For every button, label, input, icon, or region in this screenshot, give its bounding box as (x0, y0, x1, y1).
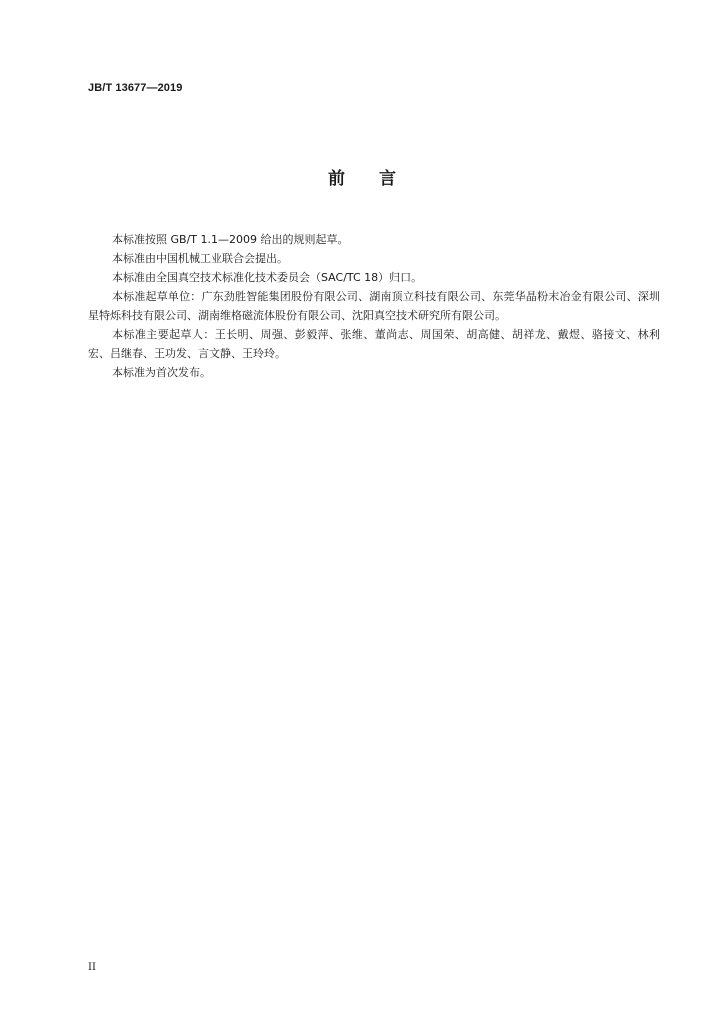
paragraph-drafting-rules: 本标准按照 GB/T 1.1—2009 给出的规则起草。 (112, 233, 349, 246)
foreword-title (0, 164, 724, 189)
page-number: II (88, 962, 96, 973)
foreword-title-left: 前 (328, 169, 345, 189)
paragraph-committee: 本标准由全国真空技术标准化技术委员会（SAC/TC 18）归口。 (112, 271, 423, 284)
paragraph-drafters: 本标准主要起草人：王长明、周强、彭毅萍、张维、董尚志、周国荣、胡高健、胡祥龙、戴煜、骆接文、林利宏、吕继春、王功发、言文静、王玲玲。 (88, 328, 660, 360)
paragraph-first-release: 本标准为首次发布。 (112, 366, 211, 379)
paragraph-drafting-units: 本标准起草单位：广东劲胜智能集团股份有限公司、湖南顶立科技有限公司、东莞华晶粉末冶金有限公司、深圳星特烁科技有限公司、湖南维格磁流体股份有限公司、沈阳真空技术研究所有限公司。 (88, 290, 660, 322)
foreword-title-right: 言 (379, 169, 396, 189)
paragraph-proposer: 本标准由中国机械工业联合会提出。 (112, 252, 288, 265)
standard-code: JB/T 13677—2019 (88, 82, 183, 94)
foreword-body (88, 230, 660, 382)
